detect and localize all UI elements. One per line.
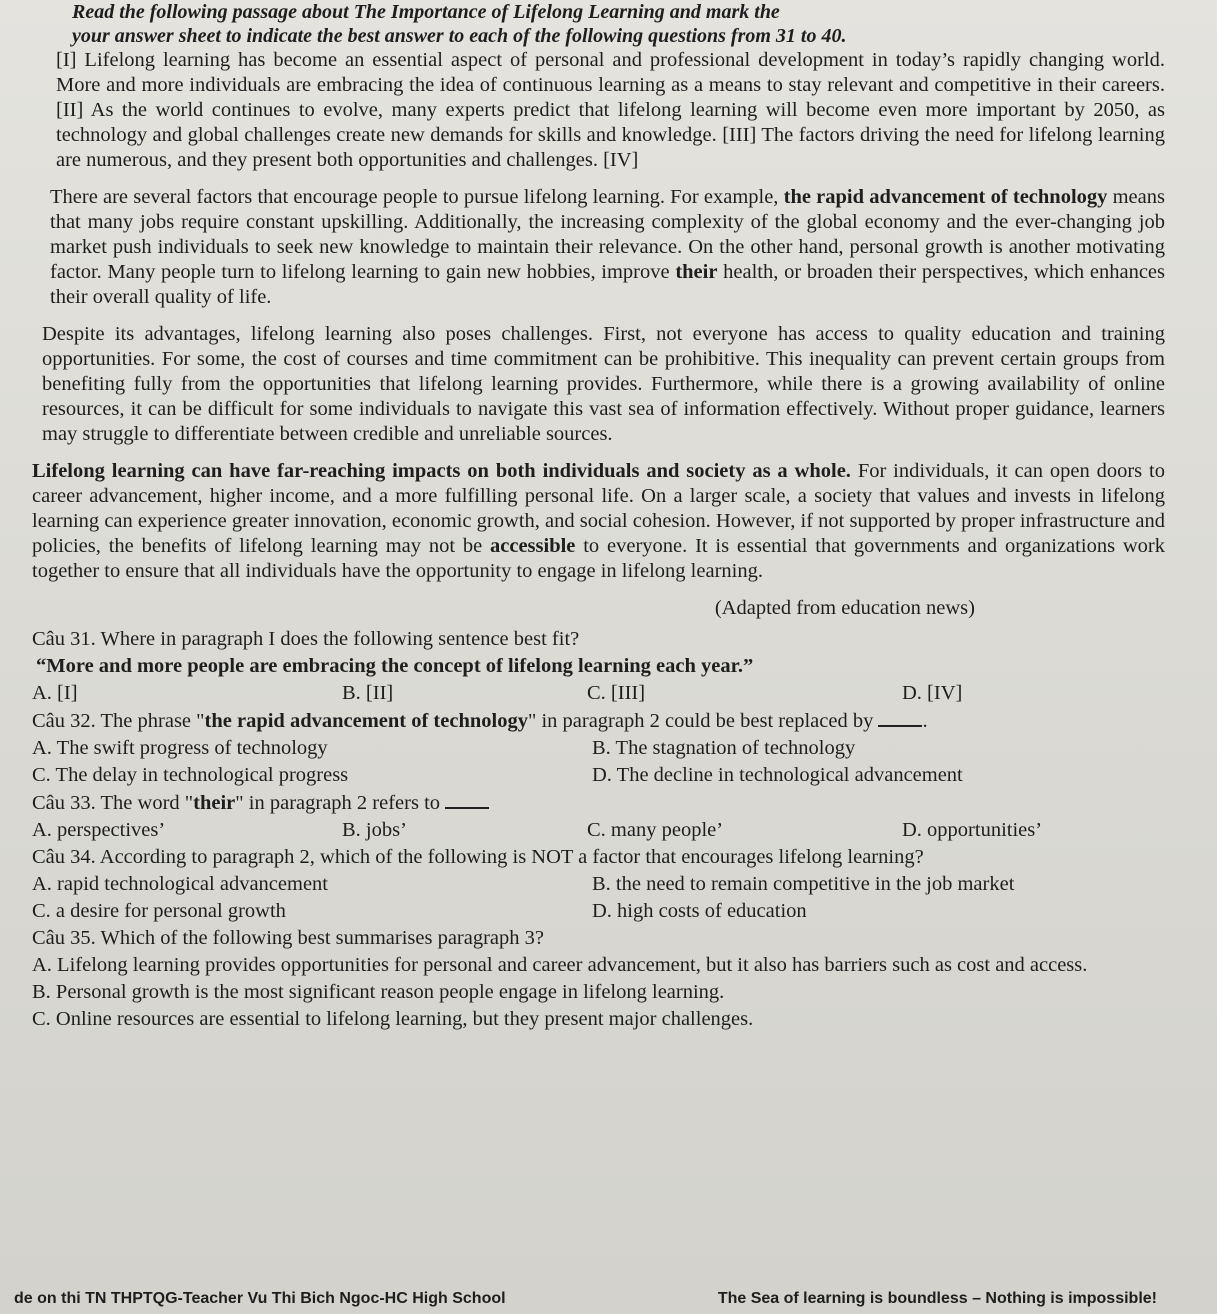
question-33-options (32, 817, 1165, 844)
question-31-stem: Câu 31. Where in paragraph I does the following sentence best fit? (32, 628, 580, 650)
footer-motto: The Sea of learning is boundless – Nothing is impossible! (717, 1290, 1157, 1307)
q31-option-a[interactable]: A. [I] (32, 682, 78, 704)
question-33 (32, 789, 1165, 817)
q31-option-b[interactable]: B. [II] (342, 682, 394, 704)
q34-option-d[interactable]: D. high costs of education (592, 900, 807, 922)
instructions-line-1: Read the following passage about The Importance of Lifelong Learning and mark the (72, 1, 780, 23)
p2-text-c: health, or broaden their perspectives, which enhances their overall quality of life. (50, 261, 1165, 308)
instructions-line-2: your answer sheet to indicate the best answer to each of the following questions from 31 to 40. (72, 25, 847, 47)
q33-option-b[interactable]: B. jobs’ (342, 819, 407, 841)
answer-blank (878, 707, 922, 727)
question-32 (32, 707, 1165, 735)
q35-option-c[interactable]: C. Online resources are essential to lifelong learning, but they present major challenges. (32, 1008, 754, 1030)
passage-source: (Adapted from education news) (714, 597, 975, 619)
page-footer (0, 1290, 1217, 1308)
footer-credit: de on thi TN THPTQG-Teacher Vu Thi Bich Ngoc-HC High School (14, 1290, 506, 1307)
q33-option-d[interactable]: D. opportunities’ (902, 819, 1043, 841)
q32-option-a[interactable]: A. The swift progress of technology (32, 737, 328, 759)
question-32-stem: Câu 32. The phrase "the rapid advancement of technology" in paragraph 2 could be best replaced by . (32, 707, 1165, 735)
q33-option-c[interactable]: C. many people’ (587, 819, 724, 841)
q34-option-a[interactable]: A. rapid technological advancement (32, 873, 328, 895)
q34-option-c[interactable]: C. a desire for personal growth (32, 900, 286, 922)
p2-bold-phrase: the rapid advancement of technology (783, 186, 1108, 208)
p4-bold-sentence: Lifelong learning can have far-reaching impacts on both individuals and society as a whole. (32, 460, 851, 482)
question-31-options (32, 680, 1165, 707)
q31-option-c[interactable]: C. [III] (587, 682, 646, 704)
q32-option-b[interactable]: B. The stagnation of technology (592, 737, 856, 759)
p4-text-b: to everyone. It is essential that governments and organizations work together to ensure that all individuals have the opportunity to engage in lifelong learning. (32, 535, 1165, 582)
instructions-header (32, 0, 1165, 48)
p4-text-a: For individuals, it can open doors to career advancement, higher income, and a more fulfilling personal life. On a larger scale, a society that values and invests in lifelong learning can experience greater innovation, economic growth, and social cohesion. However, if not supported by proper infrastructure and policies, the benefits of lifelong learning may not be (32, 460, 1165, 557)
question-34 (32, 844, 1165, 871)
passage-paragraph-2 (32, 185, 1165, 310)
question-34-stem: Câu 34. According to paragraph 2, which of the following is NOT a factor that encourages lifelong learning? (32, 846, 924, 868)
q35-option-a[interactable]: A. Lifelong learning provides opportunities for personal and career advancement, but it also has barriers such as cost and access. (32, 954, 1088, 976)
question-33-stem: Câu 33. The word "their" in paragraph 2 refers to (32, 789, 1165, 817)
question-31-quote: “More and more people are embracing the concept of lifelong learning each year.” (36, 655, 754, 677)
p2-bold-word: their (675, 261, 718, 283)
q33-option-a[interactable]: A. perspectives’ (32, 819, 166, 841)
question-35 (32, 925, 1165, 1033)
q34-option-b[interactable]: B. the need to remain competitive in the job market (592, 873, 1015, 895)
question-34-options (32, 871, 1165, 925)
p2-text-b: means that many jobs require constant upskilling. Additionally, the increasing complexity of the global economy and the ever-changing job market push individuals to seek new knowledge to maintain their relevance. On the other hand, personal growth is another motivating factor. Many people turn to lifelong learning to gain new hobbies, improve (50, 186, 1165, 283)
q32-option-c[interactable]: C. The delay in technological progress (32, 764, 349, 786)
passage-paragraph-4 (32, 459, 1165, 584)
q35-option-b[interactable]: B. Personal growth is the most significant reason people engage in lifelong learning. (32, 981, 725, 1003)
passage-paragraph-1: [I] Lifelong learning has become an essential aspect of personal and professional development in today’s rapidly changing world. More and more individuals are embracing the idea of continuous learning as a means to stay relevant and competitive in their careers. [II] As the world continues to evolve, many experts predict that lifelong learning will become even more important by 2050, as technology and global challenges create new demands for skills and knowledge. [III] The factors driving the need for lifelong learning are numerous, and they present both opportunities and challenges. [IV] (56, 49, 1165, 171)
answer-blank (445, 789, 489, 809)
p4-bold-word: accessible (490, 535, 576, 557)
question-32-options (32, 735, 1165, 789)
question-31 (32, 626, 1165, 680)
p2-text-a: There are several factors that encourage people to pursue lifelong learning. For example, (50, 186, 784, 208)
q32-option-d[interactable]: D. The decline in technological advancement (592, 764, 963, 786)
q31-option-d[interactable]: D. [IV] (902, 682, 963, 704)
passage-paragraph-3: Despite its advantages, lifelong learning also poses challenges. First, not everyone has access to quality education and training opportunities. For some, the cost of courses and time commitment can be prohibitive. This inequality can prevent certain groups from benefiting fully from the opportunities that lifelong learning provides. Furthermore, while there is a growing availability of online resources, it can be difficult for some individuals to navigate this vast sea of information effectively. Without proper guidance, learners may struggle to differentiate between credible and unreliable sources. (42, 323, 1165, 445)
question-35-stem: Câu 35. Which of the following best summarises paragraph 3? (32, 927, 544, 949)
